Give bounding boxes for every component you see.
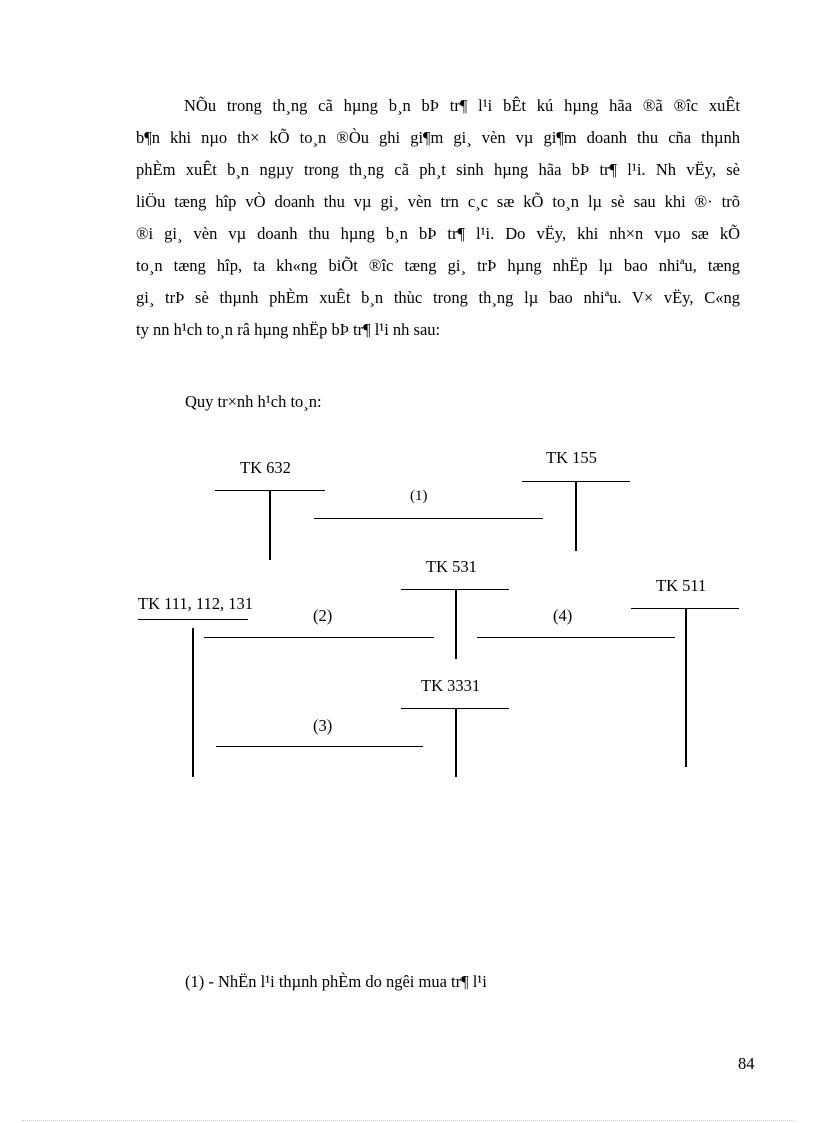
flow-label-1: (1) [410,488,428,504]
t-account-stem-tk511 [685,608,687,767]
flow-label-4: (4) [553,606,573,625]
account-label-tk3331: TK 3331 [421,676,481,695]
paragraph-line: ty nn h¹ch to¸n râ hµng nhËp bÞ tr¶ l¹i nh sau: [136,320,441,339]
flow-line-4 [477,637,675,638]
explanation-note: (1) - NhËn l¹i thµnh phÈm do ngêi mua tr¶ l¹i [185,972,487,991]
account-label-tk111: TK 111, 112, 131 [138,594,254,613]
t-account-stem-tk111 [192,628,194,777]
flow-line-1 [314,518,543,519]
paragraph-line: gi¸ trÞ sè thµnh phÈm xuÊt b¸n thùc trong th¸ng lµ bao nhiªu. V× vËy, C«ng [136,288,740,307]
account-label-tk531: TK 531 [426,557,477,576]
t-account-stem-tk531 [455,589,457,659]
paragraph-line: to¸n tæng hîp, ta kh«ng biÕt ®îc tæng gi¸ trÞ hµng nhËp lµ bao nhiªu, tæng [136,256,740,275]
paragraph-line: b¶n khi nµo th× kÕ to¸n ®Òu ghi gi¶m gi¸ vèn vµ gi¶m doanh thu cña thµnh [136,128,740,147]
t-account-stem-tk3331 [455,708,457,777]
t-account-stem-tk155 [575,481,577,551]
paragraph-line: ®i gi¸ vèn vµ doanh thu hµng b¸n bÞ tr¶ l¹i. Do vËy, khi nh×n vµo sæ kÕ [136,224,740,243]
account-label-tk632: TK 632 [240,458,291,477]
paragraph-line: liÖu tæng hîp vÒ doanh thu vµ gi¸ vèn trn c¸c sæ kÕ to¸n lµ sè sau khi ®· trõ [136,192,740,211]
body-paragraph [136,90,740,346]
flow-label-2: (2) [313,606,333,625]
flow-line-2 [204,637,434,638]
t-account-stem-tk632 [269,490,271,560]
t-account-bar-tk111 [138,619,248,620]
page-number: 84 [738,1054,755,1073]
account-label-tk155: TK 155 [546,448,597,467]
flow-line-3 [216,746,423,747]
flow-label-3: (3) [313,716,333,735]
paragraph-line: NÕu trong th¸ng cã hµng b¸n bÞ tr¶ l¹i bÊt kú hµng hãa ®ã ®îc xuÊt [184,96,740,115]
paragraph-line: phÈm xuÊt b¸n ngµy trong th¸ng cã ph¸t sinh hµng hãa bÞ tr¶ l¹i. Nh vËy, sè [136,160,740,179]
account-label-tk511: TK 511 [656,576,707,595]
procedure-caption: Quy tr×nh h¹ch to¸n: [185,392,322,411]
page-edge-divider [22,1120,794,1121]
